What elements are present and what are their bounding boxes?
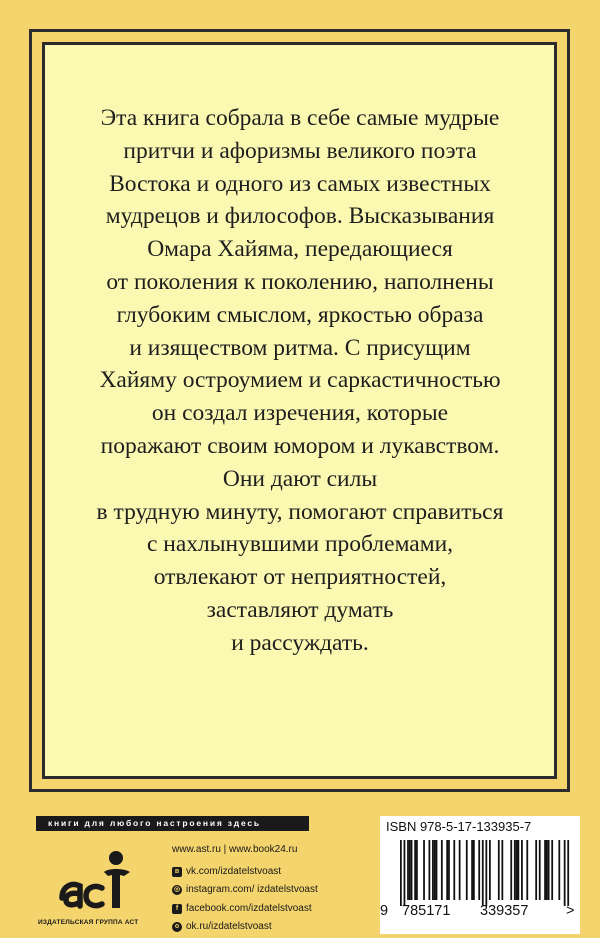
barcode-guard-bar [564,840,566,906]
annotation-line: отвлекают от неприятностей, [153,564,447,591]
annotation-line: и рассуждать. [231,629,369,656]
barcode-bar [544,840,546,900]
barcode-bar [489,840,491,900]
barcode-bar [558,840,560,900]
annotation-line: и изяществом ритма. С присущим [129,334,471,361]
barcode-bar [478,840,480,900]
barcode-bar [551,840,553,900]
barcode-guard-bar [400,840,402,906]
barcode-bar [446,840,448,900]
barcode-quiet-zone-marker: > [566,903,575,919]
barcode-guard-bar [567,840,569,906]
barcode-bar [428,840,430,900]
barcode-digits-left: 785171 [402,903,451,919]
publisher-name: ИЗДАТЕЛЬСКАЯ ГРУППА АСТ [38,919,139,926]
barcode-bar [510,840,512,900]
social-link-text: ok.ru/izdatelstvoast [186,921,272,932]
social-link-text: instagram.com/ izdatelstvoast [186,884,318,895]
barcode-bar [436,840,438,900]
publisher-links [172,841,318,937]
barcode-bar [501,840,503,900]
annotation-line: с нахлынувшими проблемами, [146,531,454,558]
barcode-bar [441,840,443,900]
barcode-bar [448,840,450,900]
barcode-bar [466,840,468,900]
social-link-facebook[interactable] [172,900,318,919]
annotation-line: от поколения к поколению, наполнены [106,268,494,295]
publisher-logo [58,848,134,914]
barcode-bar [407,840,409,900]
barcode-bar [416,840,418,900]
barcode-bar [521,840,523,900]
website-link[interactable]: www.ast.ru | www.book24.ru [172,844,298,855]
annotation-line: Эта книга собрала в себе самые мудрые [100,105,500,131]
book-annotation [64,102,536,660]
annotation-line: поражают своим юмором и лукавством. [100,432,500,459]
annotation-line: Омара Хайяма, передающиеся [147,236,453,263]
barcode-bar [434,840,436,900]
annotation-line: заставляют думать [206,596,394,623]
social-link-odnoklassniki[interactable] [172,918,318,937]
isbn-block [380,816,580,934]
social-link-instagram[interactable] [172,881,318,900]
annotation-line: притчи и афоризмы великого поэта [123,137,477,164]
annotation-line: Хайяму остроумием и саркастичностью [99,367,501,394]
barcode-guard-bar [482,840,484,906]
annotation-line: Они дают силы [222,465,378,492]
barcode-bar [414,840,416,900]
instagram-icon: ◎ [173,886,181,894]
barcode [386,840,574,906]
barcode-guard-bar [485,840,487,906]
barcode-bar [539,840,541,900]
barcode-bar [546,840,548,900]
annotation-line: он создал изречения, которые [151,400,449,427]
barcode-digit-first: 9 [380,903,389,919]
barcode-digits-right: 339357 [480,903,529,919]
isbn-number: ISBN 978-5-17-133935-7 [386,819,532,834]
barcode-bar [517,840,519,900]
social-link-vk[interactable] [172,863,318,882]
annotation-line: мудрецов и философов. Высказывания [105,203,495,230]
vk-icon: в [172,867,182,877]
odnoklassniki-icon: о [172,922,182,932]
barcode-bar [471,840,473,900]
barcode-bar [411,840,413,900]
social-link-text: facebook.com/izdatelstvoast [186,902,312,914]
annotation-line: глубоким смыслом, яркостью образа [116,301,484,328]
barcode-bar [514,840,516,900]
barcode-bar [409,840,411,900]
publisher-tagline: книги для любого настроения здесь [36,816,309,831]
annotation-line: Востока и одного из самых известных [109,170,491,197]
barcode-bar [526,840,528,900]
barcode-bar [453,840,455,900]
facebook-icon: f [172,904,182,914]
barcode-bar [432,840,434,900]
barcode-bar [548,840,550,900]
barcode-bar [459,840,461,900]
barcode-bar [498,840,500,900]
barcode-bar [516,840,518,900]
annotation-line: в трудную минуту, помогают справиться [96,498,504,525]
barcode-bar [473,840,475,900]
social-link-text: vk.com/izdatelstvoast [186,865,282,877]
barcode-bar [423,840,425,900]
barcode-guard-bar [404,840,406,906]
barcode-bar [535,840,537,900]
